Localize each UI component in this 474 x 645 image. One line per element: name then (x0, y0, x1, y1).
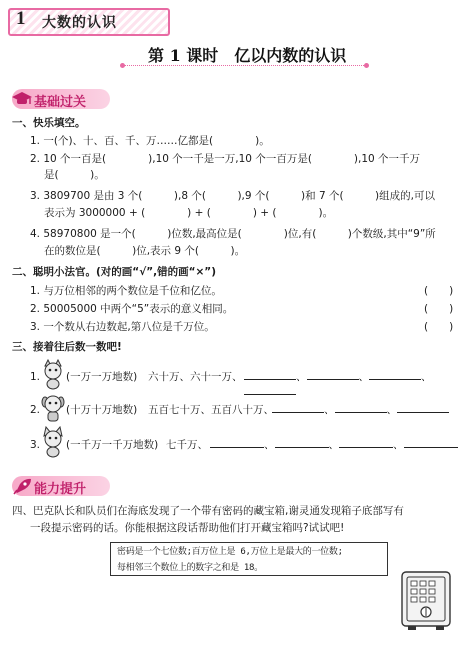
q2-item-2: 2. 50005000 中两个“5”表示的意义相同。 (30, 303, 234, 315)
q4-text-line-1: 四、巴克队长和队员们在海底发现了一个带有密码的藏宝箱,谢灵通发现箱子底部写有 (12, 505, 404, 517)
q2-item-1: 1. 与万位相邻的两个数位是千位和亿位。 (30, 285, 222, 297)
q3-item-3-blanks[interactable]: 、 、 、 (210, 437, 458, 452)
q3-item-3-hint: (一千万一千万地数) (66, 439, 159, 451)
q1-item-2-line-1: 2. 10 个一百是( ),10 个一千是一万,10 个一百万是( ),10 个一千万 (30, 153, 421, 165)
q3-item-1-blanks[interactable]: 、 、 、 (244, 369, 474, 398)
treasure-safe-icon (400, 570, 452, 632)
q1-item-3-line-2: 表示为 3000000 + ( ) + ( ) + ( )。 (44, 207, 334, 219)
q1-item-3-line-1: 3. 3809700 是由 3 个( ),8 个( ),9 个( )和 7 个( )组成的,可以 (30, 190, 435, 202)
q1-item-4-line-1: 4. 58970800 是一个( )位数,最高位是( )位,有( )个数级,其中“9”所 (30, 228, 436, 240)
clue-line-2: 每相邻三个数位上的数字之和是 18。 (117, 563, 263, 573)
q2-item-3: 3. 一个数从右边数起,第八位是千万位。 (30, 321, 215, 333)
q2-item-1-answer[interactable]: ( ) (424, 285, 454, 297)
rocket-icon (10, 476, 34, 496)
cartoon-dog-icon (40, 392, 66, 424)
graduation-cap-icon (10, 89, 34, 109)
chapter-title: 大数的认识 (42, 15, 117, 31)
section-3-title: 三、接着往后数一数吧! (12, 341, 122, 353)
q3-item-2-hint: (十万十万地数) (66, 404, 138, 416)
title-underline (124, 65, 364, 66)
clue-line-1: 密码是一个七位数;百万位上是 6,万位上是最大的一位数; (117, 547, 343, 557)
q1-item-2-line-2: 是( )。 (44, 169, 105, 181)
q1-item-4-line-2: 在的数位是( )位,表示 9 个( )。 (44, 245, 246, 257)
basic-banner-label: 基础过关 (34, 95, 87, 110)
underline-dot-right (364, 63, 369, 68)
q3-item-2-sequence: 五百七十万、五百八十万、 (148, 404, 274, 416)
section-1-title: 一、快乐填空。 (12, 117, 86, 129)
chapter-number: 1 (16, 8, 26, 29)
q4-text-line-2: 一段提示密码的话。你能根据这段话帮助他们打开藏宝箱吗?试试吧! (30, 522, 345, 534)
advance-banner-label: 能力提升 (34, 482, 87, 497)
q3-item-2-number: 2. (30, 404, 41, 416)
q3-item-2-blanks[interactable]: 、 、 (272, 402, 449, 417)
q1-item-1: 1. 一(个)、十、百、千、万……亿都是( )。 (30, 135, 270, 147)
password-clue-box (110, 542, 388, 576)
cartoon-fox-icon (40, 426, 66, 458)
q2-item-3-answer[interactable]: ( ) (424, 321, 454, 333)
section-2-title: 二、聪明小法官。(对的画“√”,错的画“×”) (12, 266, 216, 278)
q3-item-3-number: 3. (30, 439, 41, 451)
q2-item-2-answer[interactable]: ( ) (424, 303, 454, 315)
q3-item-1-sequence: 六十万、六十一万、 (148, 371, 243, 383)
underline-dot-left (120, 63, 125, 68)
q3-item-1-number: 1. (30, 371, 41, 383)
q3-item-1-hint: (一万一万地数) (66, 371, 138, 383)
cartoon-cat-icon (40, 358, 66, 390)
q3-item-3-sequence: 七千万、 (166, 439, 208, 451)
lesson-title: 第 1 课时 亿以内数的认识 (148, 46, 347, 65)
